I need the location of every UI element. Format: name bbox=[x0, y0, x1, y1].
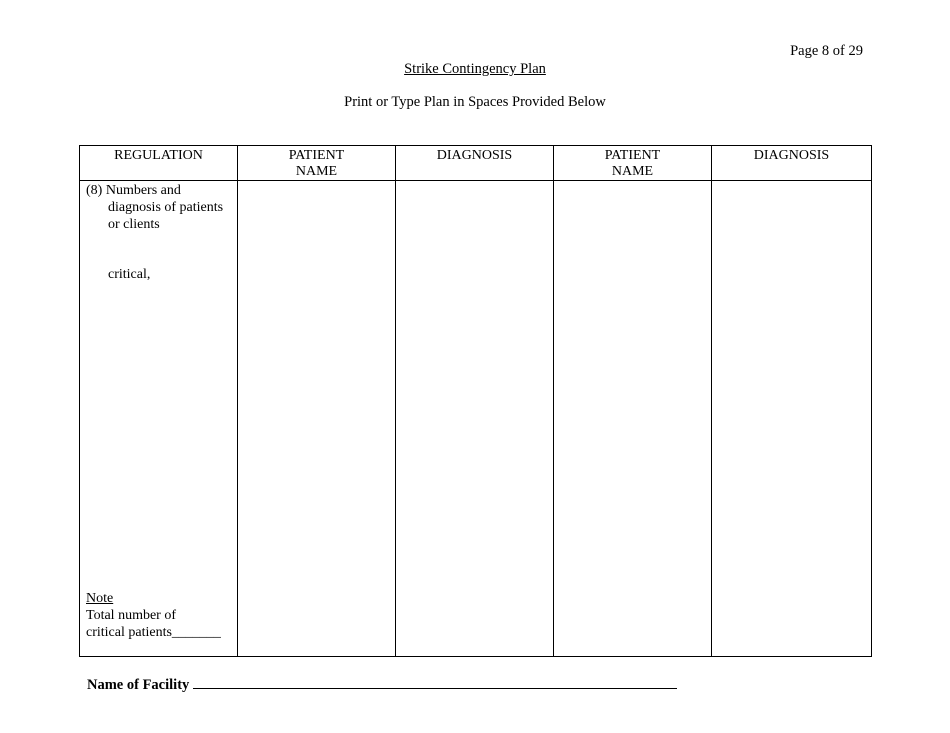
diagnosis-cell-1[interactable] bbox=[396, 181, 554, 657]
column-header-label: DIAGNOSIS bbox=[753, 148, 830, 163]
regulation-category: critical, bbox=[108, 267, 151, 282]
patient-name-cell-1[interactable] bbox=[238, 181, 396, 657]
column-header-label: PATIENT bbox=[604, 148, 661, 163]
column-header-patient-name-2 bbox=[554, 146, 712, 181]
regulation-text: or clients bbox=[108, 217, 160, 232]
regulation-item bbox=[86, 182, 233, 233]
plan-table bbox=[79, 145, 872, 657]
regulation-text: diagnosis of patients bbox=[108, 200, 224, 215]
document-title: Strike Contingency Plan bbox=[404, 61, 546, 77]
patient-name-cell-2[interactable] bbox=[554, 181, 712, 657]
column-header-patient-name-1 bbox=[238, 146, 396, 181]
note-text: Total number of bbox=[86, 608, 176, 623]
column-header-label: NAME bbox=[295, 164, 338, 179]
page-number: Page 8 of 29 bbox=[790, 43, 863, 59]
regulation-text: Numbers and bbox=[105, 183, 181, 198]
regulation-number: (8) bbox=[86, 183, 103, 198]
column-header-label: PATIENT bbox=[288, 148, 345, 163]
diagnosis-cell-2[interactable] bbox=[712, 181, 872, 657]
note-title: Note bbox=[86, 591, 114, 606]
column-header-regulation bbox=[80, 146, 238, 181]
column-header-label: DIAGNOSIS bbox=[436, 148, 513, 163]
table-header-row bbox=[80, 146, 872, 181]
column-header-label: NAME bbox=[611, 164, 654, 179]
facility-name-line[interactable] bbox=[193, 674, 677, 689]
regulation-cell bbox=[80, 181, 238, 657]
regulation-first-line bbox=[86, 182, 233, 199]
column-header-diagnosis-2 bbox=[712, 146, 872, 181]
facility-field bbox=[87, 674, 677, 694]
facility-label: Name of Facility bbox=[87, 677, 190, 693]
note-block bbox=[86, 590, 221, 641]
note-critical-count-field[interactable]: critical patients_______ bbox=[86, 625, 221, 640]
column-header-label: REGULATION bbox=[114, 148, 203, 163]
table-row bbox=[80, 181, 872, 657]
column-header-diagnosis-1 bbox=[396, 146, 554, 181]
document-subtitle: Print or Type Plan in Spaces Provided Below bbox=[344, 94, 606, 110]
